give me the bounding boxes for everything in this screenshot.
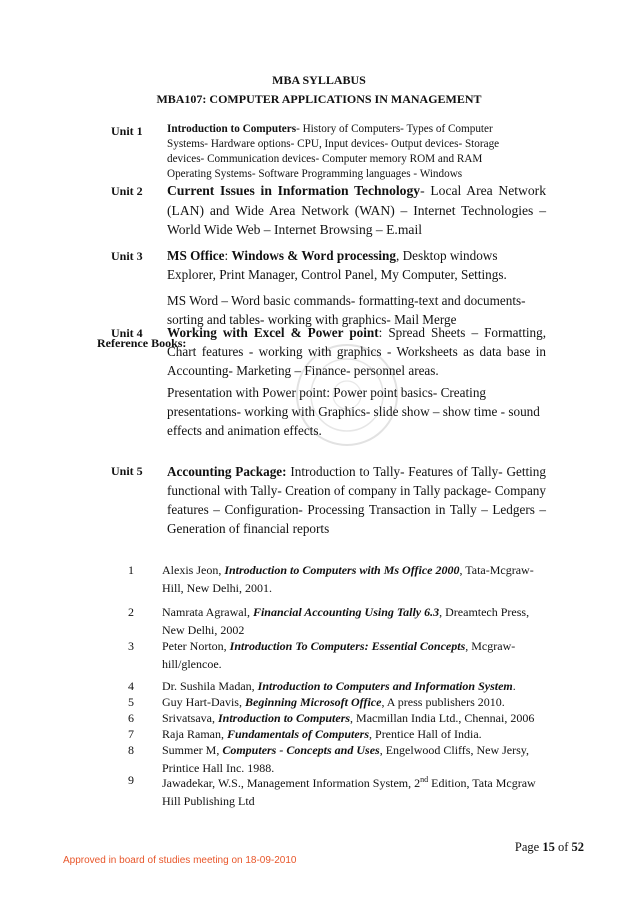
course-title: MBA107: COMPUTER APPLICATIONS IN MANAGEMENT xyxy=(156,92,482,106)
ref-4: Dr. Sushila Madan, Introduction to Computers and Information System. xyxy=(162,679,516,693)
ref-2: Namrata Agrawal, Financial Accounting Using Tally 6.3, Dreamtech Press, New Delhi, 2002 xyxy=(162,605,530,637)
unit-4-line-1: Working with Excel & Power point: Spread Sheets – Formatting, xyxy=(167,325,547,340)
unit-5-line-4: Generation of financial reports xyxy=(167,521,330,536)
unit-5-heading: Accounting Package: xyxy=(167,464,287,479)
ref-8-book-title: Computers - Concepts and Uses xyxy=(222,743,380,757)
ref-7: Raja Raman, Fundamentals of Computers, Prentice Hall of India. xyxy=(162,727,482,741)
unit-1-line-4: Operating Systems- Software Programming languages - Windows xyxy=(167,168,463,180)
ref-9-num: 9 xyxy=(128,773,134,787)
ref-3-num: 3 xyxy=(128,639,134,653)
reference-books-heading: Reference Books: xyxy=(97,336,187,350)
ref-1-num: 1 xyxy=(128,563,134,577)
unit-2-label: Unit 2 xyxy=(111,184,143,198)
unit-1-content xyxy=(167,122,546,182)
document-title: MBA SYLLABUS xyxy=(272,73,366,87)
ref-5: Guy Hart-Davis, Beginning Microsoft Office, A press publishers 2010. xyxy=(162,695,505,709)
ref-2-book-title: Financial Accounting Using Tally 6.3 xyxy=(252,605,440,619)
unit-2-line-3: World Wide Web – Internet Browsing – E.mail xyxy=(167,222,422,237)
unit-2-line-1: Current Issues in Information Technology- Local Area Network xyxy=(167,183,546,198)
ref-6-num: 6 xyxy=(128,711,134,725)
unit-2-line-2: (LAN) and Wide Area Network (WAN) – Internet Technologies – xyxy=(167,202,546,218)
unit-4-extra-line-2: presentations- working with Graphics- slide show – show time - sound xyxy=(167,404,540,419)
ref-1-book-title: Introduction to Computers with Ms Office 2000 xyxy=(224,563,460,577)
unit-3-line-2: Explorer, Print Manager, Control Panel, My Computer, Settings. xyxy=(167,267,507,282)
ref-3-book-title: Introduction To Computers: Essential Concepts xyxy=(229,639,466,653)
unit-5-line-3: features – Configuration- Processing Transaction in Tally – Ledgers – xyxy=(167,502,546,517)
ref-7-book-title: Fundamentals of Computers xyxy=(226,727,370,741)
unit-5-line-2: functional with Tally- Creation of company in Tally package- Company xyxy=(167,483,546,498)
ref-2-num: 2 xyxy=(128,605,134,619)
unit-3-heading-b: Windows & Word processing xyxy=(231,248,396,263)
unit-3-label: Unit 3 xyxy=(111,249,143,263)
unit-4-line-3: Accounting- Marketing – Finance- personnel areas. xyxy=(167,363,439,378)
unit-4-line-2: Chart features - working with graphics - Worksheets as data base in xyxy=(167,344,546,359)
ref-3: Peter Norton, Introduction To Computers: Essential Concepts, Mcgraw- hill/glencoe. xyxy=(162,639,516,671)
ref-4-num: 4 xyxy=(128,679,134,693)
unit-1-label: Unit 1 xyxy=(111,124,143,138)
unit-4-extra-line-3: effects and animation effects. xyxy=(167,423,322,438)
unit-4-label: Unit 4 xyxy=(111,326,143,340)
page-number: Page 15 of 52 xyxy=(514,840,584,854)
unit-3-extra-line-2: sorting and tables- working with graphics- Mail Merge xyxy=(167,312,457,327)
unit-2-heading: Current Issues in Information Technology xyxy=(167,183,421,198)
unit-3-line-1: MS Office: Windows & Word processing, Desktop windows xyxy=(167,248,498,263)
page-current: 15 xyxy=(542,840,555,854)
ref-4-book-title: Introduction to Computers and Information System xyxy=(257,679,513,693)
unit-4-extra xyxy=(167,383,546,440)
approval-note: Approved in board of studies meeting on 18-09-2010 xyxy=(63,855,297,866)
unit-1-heading: Introduction to Computers xyxy=(167,123,297,135)
ref-8: Summer M, Computers - Concepts and Uses, Engelwood Cliffs, New Jersy, Printice Hall Inc. 1988. xyxy=(162,743,530,775)
ref-1: Alexis Jeon, Introduction to Computers with Ms Office 2000, Tata-Mcgraw- Hill, New Delhi, 2001. xyxy=(162,563,534,595)
ref-9: Jawadekar, W.S., Management Information System, 2nd Edition, Tata Mcgraw Hill Publishing Ltd xyxy=(162,775,536,808)
ref-5-book-title: Beginning Microsoft Office xyxy=(244,695,382,709)
page-total: 52 xyxy=(571,840,584,854)
unit-5-label: Unit 5 xyxy=(111,464,143,478)
unit-1-line-3: devices- Communication devices- Computer memory ROM and RAM xyxy=(167,153,483,165)
unit-4-content xyxy=(167,323,546,380)
unit-3-heading: MS Office xyxy=(167,248,225,263)
unit-1-line-2: Systems- Hardware options- CPU, Input devices- Output devices- Storage xyxy=(167,138,500,150)
ref-9-superscript: nd xyxy=(420,775,429,784)
unit-4-extra-line-1: Presentation with Power point: Power point basics- Creating xyxy=(167,385,487,400)
unit-1-line-1: Introduction to Computers- History of Computers- Types of Computer xyxy=(167,123,493,135)
unit-4-heading: Working with Excel & Power point xyxy=(167,325,379,340)
ref-6: Srivatsava, Introduction to Computers, Macmillan India Ltd., Chennai, 2006 xyxy=(162,711,535,725)
unit-3-content xyxy=(167,246,546,284)
ref-5-num: 5 xyxy=(128,695,134,709)
ref-8-num: 8 xyxy=(128,743,134,757)
unit-3-extra-line-1: MS Word – Word basic commands- formatting-text and documents- xyxy=(167,293,526,308)
unit-5-line-1: Accounting Package: Introduction to Tally- Features of Tally- Getting xyxy=(167,464,546,479)
unit-2-content xyxy=(167,181,546,240)
ref-6-book-title: Introduction to Computers xyxy=(218,711,351,725)
ref-7-num: 7 xyxy=(128,727,134,741)
unit-5-content xyxy=(167,462,546,538)
